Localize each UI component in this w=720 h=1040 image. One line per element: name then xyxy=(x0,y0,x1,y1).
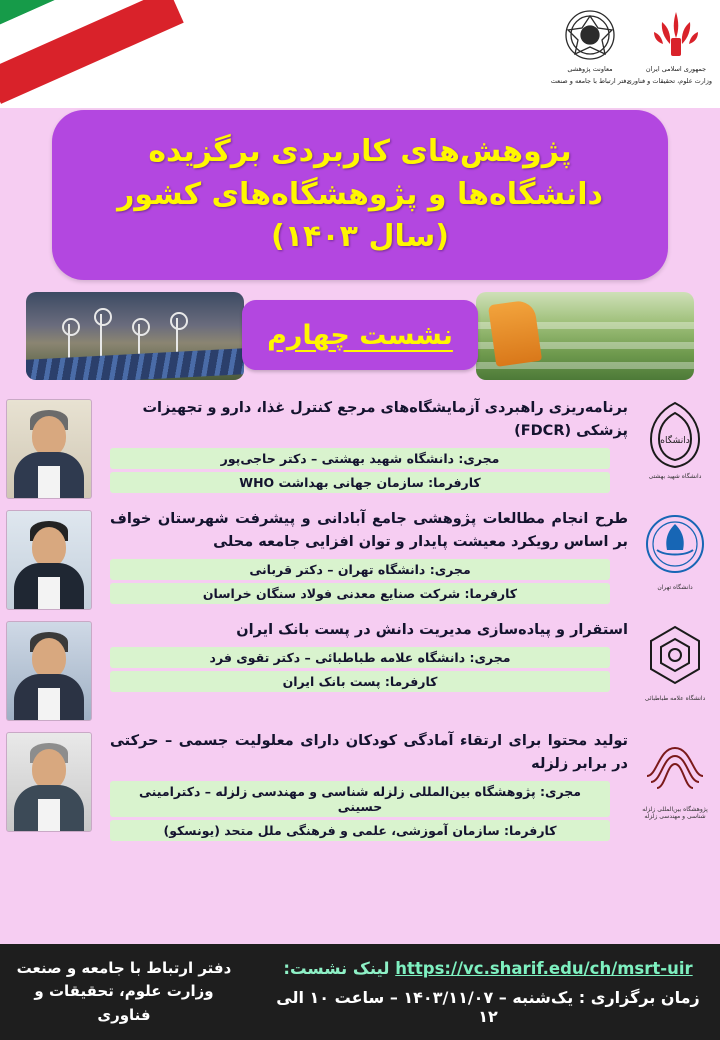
footer-office-line1: دفتر ارتباط با جامعه و صنعت xyxy=(16,959,232,978)
project-employer: کارفرما: شرکت صنایع معدنی فولاد سنگان خراسان xyxy=(110,583,610,604)
ministry-health-logo-block xyxy=(525,8,655,86)
ministry-health-caption-line1: معاونت پژوهشی xyxy=(567,65,613,73)
project-employer: کارفرما: سازمان آموزشی، علمی و فرهنگی ملل متحد (یونسکو) xyxy=(110,820,610,841)
project-content xyxy=(104,506,632,607)
allameh-tabatabai-university-logo-icon xyxy=(638,621,712,713)
footer-main xyxy=(248,959,720,1026)
project-executor: مجری: دانشگاه علامه طباطبائی – دکتر تقوی فرد xyxy=(110,647,610,668)
project-title: طرح انجام مطالعات پژوهشی جامع آبادانی و پیشرفت شهرستان خواف بر اساس رویکرد معیشت پایدار و توان افزایی جامعه محلی xyxy=(110,511,628,551)
title-line-1: پژوهش‌های کاربردی برگزیده xyxy=(148,134,572,170)
poster-header xyxy=(0,0,720,108)
title-line-2: دانشگاه‌ها و پژوهشگاه‌های کشور xyxy=(117,176,603,212)
presenter-portrait-1 xyxy=(6,399,92,499)
session-link-label: لینک نشست: xyxy=(283,958,390,978)
session-badge xyxy=(242,300,478,370)
iran-emblem-caption-line1: جمهوری اسلامی ایران xyxy=(645,65,707,73)
project-employer: کارفرما: سازمان جهانی بهداشت WHO xyxy=(110,472,610,493)
banner-strip xyxy=(26,292,694,380)
iran-emblem-logo-block xyxy=(626,8,712,86)
session-label: نشست چهارم xyxy=(267,319,453,351)
project-content xyxy=(104,617,632,695)
project-row xyxy=(0,503,720,614)
university-of-tehran-logo-icon xyxy=(638,510,712,602)
ministry-health-emblem-icon xyxy=(563,8,617,62)
footer-office xyxy=(0,957,248,1027)
org-logo-caption: پژوهشگاه بین‌المللی زلزله شناسی و مهندسی زلزله xyxy=(642,806,708,821)
project-employer: کارفرما: پست بانک ایران xyxy=(110,671,610,692)
poster-footer xyxy=(0,944,720,1040)
projects-list xyxy=(0,392,720,848)
project-content xyxy=(104,395,632,496)
project-executor: مجری: دانشگاه تهران – دکتر قربانی xyxy=(110,559,610,580)
org-logo-caption: دانشگاه تهران xyxy=(657,584,693,591)
session-link-row xyxy=(266,959,710,978)
project-row xyxy=(0,392,720,503)
project-executor: مجری: پژوهشگاه بین‌المللی زلزله شناسی و مهندسی زلزله – دکترامینی حسینی xyxy=(110,781,610,817)
project-title: تولید محتوا برای ارتقاء آمادگی کودکان دارای معلولیت جسمی – حرکتی در برابر زلزله xyxy=(110,733,628,773)
greenhouse-robot-farming-photo xyxy=(476,292,694,380)
svg-text:دانشگاه: دانشگاه xyxy=(660,436,690,446)
org-logo-caption: دانشگاه شهید بهشتی xyxy=(648,473,702,480)
ministry-health-caption-line2: دفتر ارتباط با جامعه و صنعت xyxy=(550,76,630,85)
iiees-earthquake-institute-logo-icon xyxy=(638,732,712,824)
iran-national-emblem-icon xyxy=(649,8,703,62)
project-row xyxy=(0,614,720,725)
session-time: زمان برگزاری : یک‌شنبه – ۱۴۰۳/۱۱/۰۷ – ساعت ۱۰ الی ۱۲ xyxy=(276,987,700,1026)
presenter-portrait-3 xyxy=(6,621,92,721)
session-link-url[interactable]: https://vc.sharif.edu/ch/msrt-uir xyxy=(395,958,693,978)
title-line-3: (سال ۱۴۰۳) xyxy=(271,219,449,255)
poster-title-box xyxy=(52,110,668,280)
wind-turbines-solar-panels-photo xyxy=(26,292,244,380)
iran-flag-icon xyxy=(0,0,184,104)
presenter-portrait-2 xyxy=(6,510,92,610)
project-content xyxy=(104,728,632,844)
project-row xyxy=(0,725,720,848)
project-title: استقرار و پیاده‌سازی مدیریت دانش در پست بانک ایران xyxy=(236,622,628,638)
project-title: برنامه‌ریزی راهبردی آزمایشگاه‌های مرجع کنترل غذا، دارو و تجهیزات پزشکی (FDCR) xyxy=(142,400,628,440)
footer-office-line2: وزارت علوم، تحقیقات و فناوری xyxy=(34,982,214,1024)
page-title xyxy=(117,131,603,259)
project-executor: مجری: دانشگاه شهید بهشتی – دکتر حاجی‌پور xyxy=(110,448,610,469)
presenter-portrait-4 xyxy=(6,732,92,832)
shahid-beheshti-university-logo-icon xyxy=(638,399,712,491)
org-logo-caption: دانشگاه علامه طباطبائی xyxy=(644,695,706,702)
iran-emblem-caption-line2: وزارت علوم، تحقیقات و فناوری xyxy=(626,76,712,85)
